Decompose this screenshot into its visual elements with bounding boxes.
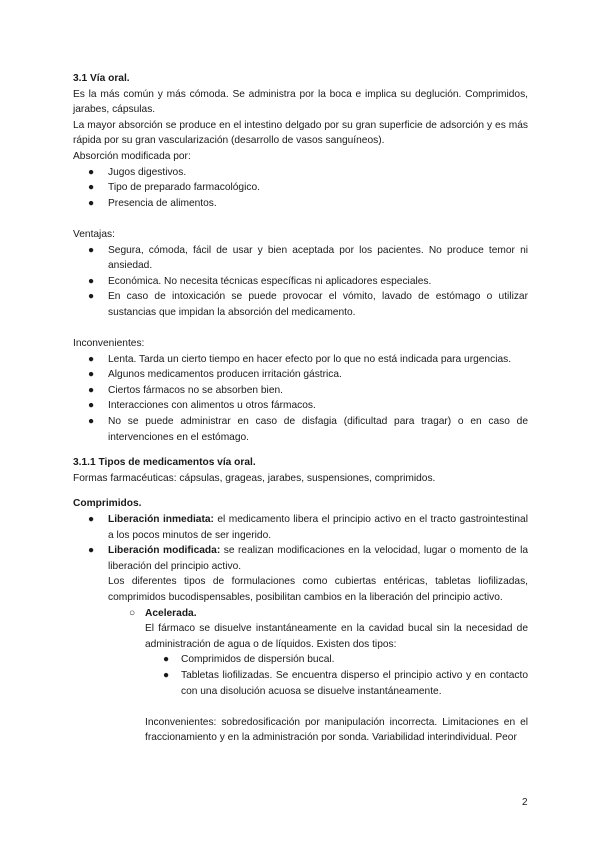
bullet-icon: ● xyxy=(88,291,95,303)
liberacion-modificada-label: Liberación modificada: xyxy=(108,545,221,557)
intro-paragraph-1: Es la más común y más cómoda. Se administra por la boca e implica su deglución. Comprimidos, jarabes, cápsulas. xyxy=(73,88,528,116)
bullet-icon: ● xyxy=(88,182,95,194)
list-item: ● Jugos digestivos. xyxy=(73,165,528,181)
acelerada-inconvenientes-paragraph: Inconvenientes: sobredosificación por manipulación incorrecta. Limitaciones en el fraccionamiento y en la administración por sonda. Variabilidad interindividual. Peor xyxy=(145,716,528,744)
list-item: ● Económica. No necesita técnicas específicas ni aplicadores especiales. xyxy=(73,274,528,290)
list-item: ● Algunos medicamentos producen irritación gástrica. xyxy=(73,367,528,383)
absorcion-list xyxy=(73,165,528,212)
ventajas-label: Ventajas: xyxy=(73,228,115,240)
bullet-icon: ● xyxy=(88,353,95,365)
liberacion-inmediata-label: Liberación inmediata: xyxy=(108,514,214,526)
list-item: ● Tipo de preparado farmacológico. xyxy=(73,180,528,196)
acelerada-paragraph: El fármaco se disuelve instantáneamente en la cavidad bucal sin la necesidad de administración de agua o de líquidos. Existen dos tipos: xyxy=(145,623,528,650)
bullet-icon: ● xyxy=(163,669,170,681)
list-item: ● Interacciones con alimentos u otros fármacos. xyxy=(73,398,528,414)
ventajas-list xyxy=(73,243,528,321)
bullet-icon: ● xyxy=(88,369,95,381)
comprimidos-title: Comprimidos. xyxy=(73,498,142,510)
comprimidos-list xyxy=(73,512,528,574)
absorcion-label: Absorción modificada por: xyxy=(73,150,191,162)
bullet-icon: ● xyxy=(88,384,95,396)
bullet-icon: ● xyxy=(88,166,95,178)
bullet-icon: ● xyxy=(88,545,95,557)
list-item: ● En caso de intoxicación se puede provocar el vómito, lavado de estómago o utilizar sustancias que impidan la absorción del medicamento. xyxy=(88,291,528,318)
inconvenientes-label: Inconvenientes: xyxy=(73,338,145,350)
bullet-icon: ● xyxy=(88,197,95,209)
bullet-icon: ● xyxy=(88,416,95,428)
bullet-icon: ● xyxy=(88,514,95,526)
bullet-icon: ● xyxy=(88,400,95,412)
list-item: ● No se puede administrar en caso de disfagia (dificultad para tragar) o en caso de intervenciones en el estómago. xyxy=(88,416,528,443)
circle-bullet-icon: ○ xyxy=(129,607,136,619)
list-item: ● Liberación modificada: se realizan modificaciones en la velocidad, lugar o momento de la liberación del principio activo. xyxy=(88,545,529,572)
section-title: 3.1 Vía oral. xyxy=(73,73,130,84)
acelerada-list xyxy=(73,606,528,622)
liberacion-modificada-paragraph: Los diferentes tipos de formulaciones como cubiertas entéricas, tabletas liofilizadas, comprimidos bucodispensables, posibilitan cambios en la liberación del principio activo. xyxy=(108,576,528,603)
list-item: ● Ciertos fármacos no se absorben bien. xyxy=(73,383,528,399)
acelerada-types-list xyxy=(73,652,528,699)
list-item: ● Liberación inmediata: el medicamento libera el principio activo en el tracto gastrointestinal a los pocos minutos de ser ingerido. xyxy=(88,514,528,541)
list-item: ● Segura, cómoda, fácil de usar y bien aceptada por los pacientes. No produce temor ni ansiedad. xyxy=(88,244,528,272)
list-item: ● Presencia de alimentos. xyxy=(73,196,528,212)
list-item: ● Comprimidos de dispersión bucal. xyxy=(73,652,528,668)
bullet-icon: ● xyxy=(88,244,95,256)
page-number: 2 xyxy=(522,797,528,808)
list-item: ● Lenta. Tarda un cierto tiempo en hacer efecto por lo que no está indicada para urgencias. xyxy=(73,352,528,368)
bullet-icon: ● xyxy=(163,654,170,666)
list-item: ● Tabletas liofilizadas. Se encuentra disperso el principio activo y en contacto con una disolución acuosa se disuelve instantáneamente. xyxy=(163,669,528,697)
inconvenientes-list xyxy=(73,352,528,446)
list-item: ○ Acelerada. xyxy=(73,606,528,622)
page-content xyxy=(73,71,528,746)
intro-paragraph-2: La mayor absorción se produce en el intestino delgado por su gran superficie de adsorción y es más rápida por su gran vascularización (desarrollo de vasos sanguíneos). xyxy=(73,119,528,147)
formas-paragraph: Formas farmacéuticas: cápsulas, grageas, jarabes, suspensiones, comprimidos. xyxy=(73,472,436,484)
subsection-title: 3.1.1 Tipos de medicamentos vía oral. xyxy=(73,457,256,469)
bullet-icon: ● xyxy=(88,275,95,287)
